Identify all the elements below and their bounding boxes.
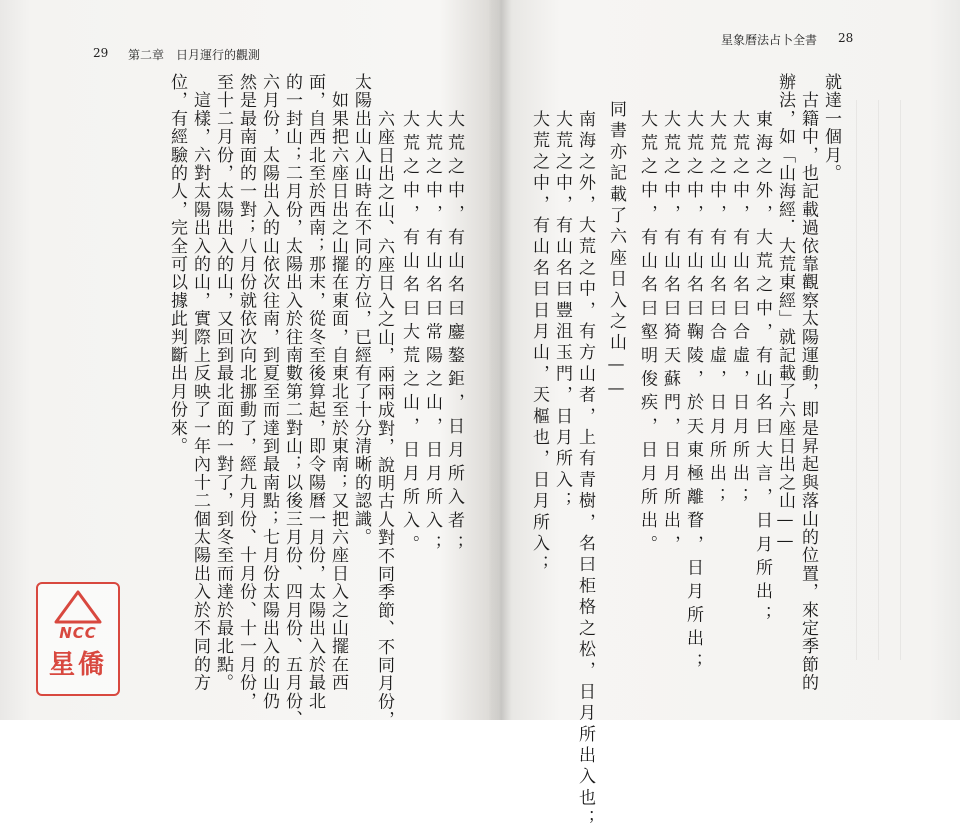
text-column: 六月份，太陽出入的山依次往南，到夏至而達到最南點；七月份太陽出入的山仍	[259, 73, 279, 710]
text-column: 大荒之中，有山名曰常陽之山，日月所入；	[422, 110, 442, 559]
text-column: 同書亦記載了六座日入之山——	[606, 100, 626, 403]
stamp-latin-text: NCC	[59, 624, 97, 642]
left-chapter-title: 第二章 日月運行的觀測	[128, 48, 261, 62]
left-page-number: 29	[93, 46, 109, 60]
right-page-number: 28	[838, 31, 854, 45]
text-column: 面，自西北至於西南；那末，從冬至後算起，即令陽曆一月份，太陽出入於最北	[305, 73, 325, 710]
text-column: 辦法，如「山海經．大荒東經」就記載了六座日出之山——	[775, 73, 795, 553]
text-column: 南海之外，大荒之中，有方山者，上有青樹，名曰柜格之松，日月所出入也；	[575, 110, 595, 831]
watermark-stamp	[36, 582, 120, 696]
text-column: 太陽出山入山時在不同的方位，已經有了十分清晰的認識。	[351, 73, 371, 547]
text-column: 大荒之中，有山名曰日月山，天樞也，日月所入；	[529, 110, 549, 577]
text-column: 六座日出之山、六座日入之山，兩兩成對，說明古人對不同季節、不同月份，	[374, 110, 394, 729]
text-column: 這樣，六對太陽出入的山，實際上反映了一年內十二個太陽出入於不同的方	[190, 73, 210, 692]
right-book-title: 星象曆法占卜全書	[721, 33, 818, 47]
show-through	[900, 100, 901, 660]
text-column: 大荒之中，有山名曰壑明俊疾，日月所出。	[637, 110, 657, 559]
text-column: 大荒之中，有山名曰合虛，日月所出；	[729, 110, 749, 512]
text-column: 大荒之中，有山名曰合虛，日月所出；	[706, 110, 726, 512]
text-column: 的一封山；二月份，太陽出入於往南數第二對山；以後三月份、四月份、五月份、	[282, 73, 302, 729]
stamp-chinese-text: 星僑	[48, 650, 107, 680]
text-column: 就達一個月。	[821, 73, 841, 183]
show-through	[856, 100, 857, 660]
text-column: 至十二月份，太陽出入的山，又回到最北面的一對了，到冬至而達於最北點。	[213, 73, 233, 692]
text-column: 然是最南面的一對；八月份就依次向北挪動了，經九月份、十月份、十一月份，	[236, 73, 256, 710]
text-column: 大荒之中，有山名曰豐沮玉門，日月所入；	[552, 110, 572, 513]
text-column: 大荒之中，有山名曰大荒之山，日月所入。	[399, 110, 419, 559]
text-column: 大荒之中，有山名曰鞠陵，於天東極離瞀，日月所出；	[683, 110, 703, 677]
text-column: 大荒之中，有山名曰猗天蘇門，日月所出，	[660, 110, 680, 559]
show-through	[878, 100, 879, 660]
text-column: 古籍中，也記載過依靠觀察太陽運動，即是昇起與落山的位置，來定季節的	[798, 73, 818, 692]
text-column: 大荒之中，有山名曰鏖鏊鉅，日月所入者；	[444, 110, 464, 559]
text-column: 位，有經驗的人，完全可以據此判斷出月份來。	[167, 73, 187, 456]
text-column: 如果把六座日出之山擺在東面，自東北至於東南；又把六座日入之山擺在西	[328, 73, 348, 692]
triangle-mountain-icon	[53, 589, 103, 625]
text-column: 東海之外，大荒之中，有山名曰大言，日月所出；	[752, 110, 772, 630]
book-gutter	[488, 0, 512, 720]
